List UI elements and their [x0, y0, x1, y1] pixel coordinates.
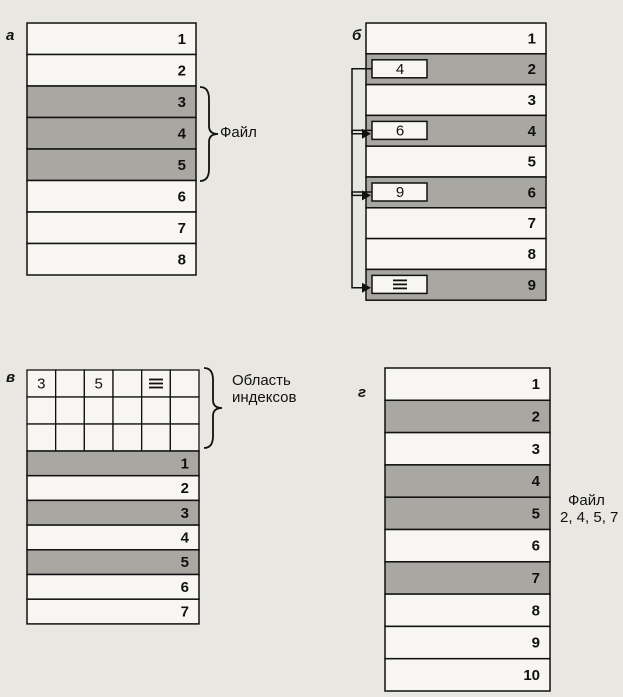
block-number-v-6: 6: [180, 578, 189, 596]
index-area-label-line1: Область: [232, 372, 291, 389]
panel-g-letter: г: [358, 384, 367, 401]
block-number-v-7: 7: [180, 603, 189, 621]
block-number-v-3: 3: [180, 504, 189, 522]
block-number-a-3: 3: [177, 93, 186, 111]
block-a-8: [27, 244, 196, 276]
block-g-5: [385, 497, 550, 529]
block-number-a-5: 5: [177, 156, 186, 174]
block-a-3: [27, 86, 196, 118]
index-cell: [113, 424, 142, 451]
block-number-a-8: 8: [177, 251, 186, 269]
block-b-8: [366, 239, 546, 270]
block-g-9: [385, 626, 550, 658]
index-entry-3: 3: [37, 375, 46, 393]
block-g-4: [385, 465, 550, 497]
block-number-g-5: 5: [531, 505, 540, 523]
block-number-v-4: 4: [180, 529, 189, 547]
index-cell: [27, 424, 56, 451]
block-v-5: [27, 550, 199, 575]
file-blocks-label-line2: 2, 4, 5, 7: [560, 509, 619, 526]
block-number-g-4: 4: [531, 473, 540, 491]
block-number-b-7: 7: [527, 215, 536, 233]
panel-v-letter: в: [6, 369, 16, 386]
block-number-g-3: 3: [531, 440, 540, 458]
block-number-v-2: 2: [180, 480, 189, 498]
index-cell: [142, 424, 171, 451]
block-number-b-1: 1: [527, 30, 536, 48]
index-cell: [170, 424, 199, 451]
index-cell: [142, 397, 171, 424]
block-v-6: [27, 575, 199, 600]
pointer-value-4: 6: [395, 122, 405, 140]
block-number-v-1: 1: [180, 455, 189, 473]
block-v-3: [27, 500, 199, 525]
file-blocks-label-line1: Файл: [568, 492, 605, 509]
block-number-b-3: 3: [527, 92, 536, 109]
block-number-g-6: 6: [531, 537, 540, 555]
block-number-g-9: 9: [531, 634, 540, 652]
block-number-a-2: 2: [177, 62, 186, 80]
block-number-b-6: 6: [527, 184, 536, 202]
block-number-b-5: 5: [527, 153, 536, 171]
index-cell: [170, 397, 199, 424]
file-brace: [200, 87, 218, 181]
block-v-2: [27, 476, 199, 501]
block-b-5: [366, 146, 546, 177]
index-entry-5: 5: [94, 375, 103, 393]
block-g-8: [385, 594, 550, 626]
block-number-b-2: 2: [527, 61, 536, 79]
index-area-label-line2: индексов: [232, 389, 297, 406]
block-b-7: [366, 208, 546, 239]
block-g-7: [385, 562, 550, 594]
block-number-g-2: 2: [531, 408, 540, 426]
block-g-3: [385, 433, 550, 465]
index-cell: [27, 397, 56, 424]
block-g-1: [385, 368, 550, 400]
block-g-6: [385, 530, 550, 562]
block-number-a-4: 4: [177, 125, 186, 143]
block-number-b-9: 9: [527, 276, 536, 294]
index-cell: [56, 397, 85, 424]
block-v-7: [27, 599, 199, 624]
index-cell: [84, 397, 113, 424]
block-number-g-10: 10: [523, 666, 540, 684]
file-brace-label: Файл: [220, 124, 257, 141]
block-a-6: [27, 181, 196, 213]
index-cell: [84, 424, 113, 451]
block-a-2: [27, 55, 196, 87]
block-a-5: [27, 149, 196, 181]
index-cell: [56, 424, 85, 451]
block-number-a-6: 6: [177, 188, 186, 206]
index-cell: [113, 370, 142, 397]
block-number-b-4: 4: [527, 122, 536, 140]
block-number-a-7: 7: [177, 219, 186, 237]
panel-b-letter: б: [352, 27, 362, 44]
block-v-1: [27, 451, 199, 476]
pointer-value-2: 4: [395, 60, 405, 78]
block-a-7: [27, 212, 196, 244]
block-a-4: [27, 118, 196, 150]
block-number-v-5: 5: [180, 554, 189, 572]
block-g-2: [385, 400, 550, 432]
panel-a-letter: а: [6, 27, 15, 44]
block-number-g-1: 1: [531, 376, 540, 394]
block-a-1: [27, 23, 196, 55]
block-b-3: [366, 85, 546, 116]
block-b-1: [366, 23, 546, 54]
block-number-g-8: 8: [531, 602, 540, 620]
index-cell: [113, 397, 142, 424]
block-number-a-1: 1: [177, 30, 186, 48]
index-area-brace: [204, 368, 222, 448]
index-cell: [56, 370, 85, 397]
pointer-value-6: 9: [395, 184, 405, 201]
block-number-b-8: 8: [527, 246, 536, 263]
block-v-4: [27, 525, 199, 550]
block-number-g-7: 7: [531, 569, 540, 587]
index-cell: [170, 370, 199, 397]
